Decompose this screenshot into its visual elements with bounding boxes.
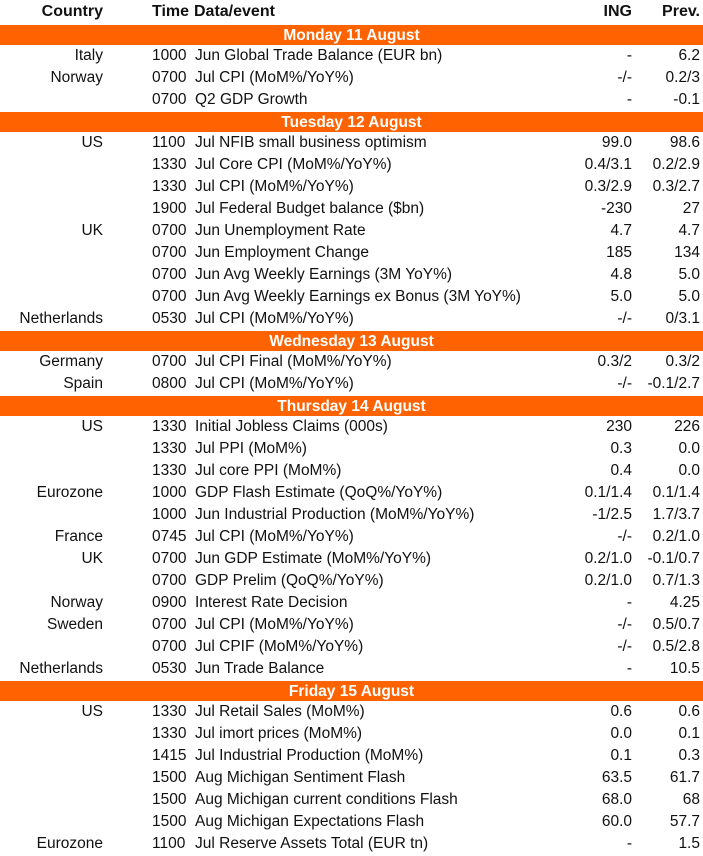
cell-event: Jun Industrial Production (MoM%/YoY%) [195, 506, 475, 523]
cell-time: 1100 [152, 134, 186, 151]
cell-event: Jun Global Trade Balance (EUR bn) [195, 47, 443, 64]
table-row [0, 723, 703, 745]
cell-country: Norway [50, 69, 103, 86]
cell-event: Jul CPI (MoM%/YoY%) [195, 310, 354, 327]
table-row [0, 67, 703, 89]
cell-event: Q2 GDP Growth [195, 91, 308, 108]
cell-ing-forecast: 0.0 [610, 725, 632, 742]
day-header: Monday 11 August [0, 24, 703, 45]
cell-country: UK [81, 550, 103, 567]
table-row [0, 745, 703, 767]
cell-country: Eurozone [36, 835, 103, 852]
cell-time: 1330 [152, 156, 187, 173]
cell-event: Jul Retail Sales (MoM%) [195, 703, 365, 720]
cell-previous: 0.7/1.3 [652, 572, 700, 589]
cell-ing-forecast: 0.1 [610, 747, 632, 764]
cell-ing-forecast: 99.0 [601, 134, 632, 151]
cell-previous: 226 [674, 418, 700, 435]
cell-previous: 0.1 [678, 725, 700, 742]
table-row [0, 636, 703, 658]
cell-previous: 4.25 [669, 594, 700, 611]
header-time: Time [152, 3, 190, 20]
cell-event: Jun Employment Change [195, 244, 370, 261]
cell-previous: 0.0 [678, 440, 700, 457]
cell-ing-forecast: 4.8 [610, 266, 632, 283]
cell-time: 1000 [152, 506, 187, 523]
cell-time: 1500 [152, 791, 187, 808]
cell-time: 0745 [152, 528, 187, 545]
cell-ing-forecast: -/- [617, 69, 632, 86]
cell-ing-forecast: -/- [617, 638, 632, 655]
cell-ing-forecast: -/- [617, 528, 632, 545]
day-header: Wednesday 13 August [0, 330, 703, 351]
cell-country: US [81, 418, 103, 435]
table-row [0, 220, 703, 242]
cell-ing-forecast: -/- [617, 310, 632, 327]
cell-time: 0700 [152, 69, 187, 86]
cell-ing-forecast: 60.0 [601, 813, 632, 830]
cell-ing-forecast: 68.0 [601, 791, 632, 808]
cell-time: 1100 [152, 835, 186, 852]
cell-time: 0700 [152, 266, 187, 283]
cell-time: 0700 [152, 222, 187, 239]
cell-time: 1000 [152, 47, 187, 64]
cell-event: Jul CPI (MoM%/YoY%) [195, 528, 354, 545]
cell-event: Interest Rate Decision [195, 594, 348, 611]
cell-time: 1330 [152, 462, 187, 479]
cell-previous: 0.2/2.9 [652, 156, 700, 173]
cell-event: Jul PPI (MoM%) [195, 440, 307, 457]
table-row [0, 658, 703, 680]
cell-event: Aug Michigan Expectations Flash [195, 813, 425, 830]
table-row [0, 592, 703, 614]
cell-event: Jul Industrial Production (MoM%) [195, 747, 424, 764]
cell-ing-forecast: - [626, 47, 632, 64]
table-row [0, 286, 703, 308]
table-row [0, 482, 703, 504]
cell-ing-forecast: 0.4 [610, 462, 632, 479]
cell-previous: -0.1/2.7 [647, 375, 700, 392]
cell-country: Netherlands [19, 310, 103, 327]
cell-ing-forecast: - [626, 835, 632, 852]
header-country: Country [41, 3, 103, 20]
cell-event: Aug Michigan current conditions Flash [195, 791, 458, 808]
table-row [0, 833, 703, 855]
cell-time: 0700 [152, 288, 187, 305]
table-row [0, 460, 703, 482]
cell-country: Italy [74, 47, 103, 64]
cell-time: 0700 [152, 572, 187, 589]
cell-ing-forecast: 0.1/1.4 [584, 484, 632, 501]
cell-previous: 6.2 [678, 47, 700, 64]
cell-time: 0700 [152, 638, 187, 655]
cell-ing-forecast: -1/2.5 [592, 506, 632, 523]
cell-previous: 0.2/1.0 [652, 528, 700, 545]
cell-time: 0800 [152, 375, 187, 392]
table-body [0, 24, 703, 855]
cell-previous: 57.7 [669, 813, 700, 830]
cell-previous: 5.0 [678, 288, 700, 305]
cell-previous: 0.3 [678, 747, 700, 764]
cell-ing-forecast: 0.2/1.0 [584, 572, 632, 589]
cell-country: Sweden [46, 616, 103, 633]
cell-time: 1500 [152, 813, 187, 830]
table-row [0, 701, 703, 723]
table-row [0, 373, 703, 395]
cell-previous: 134 [674, 244, 700, 261]
cell-country: UK [81, 222, 103, 239]
cell-ing-forecast: 0.3/2.9 [584, 178, 632, 195]
cell-event: Jul CPI Final (MoM%/YoY%) [195, 353, 392, 370]
cell-event: Jul CPI (MoM%/YoY%) [195, 69, 354, 86]
cell-previous: 0.6 [678, 703, 700, 720]
cell-previous: -0.1/0.7 [647, 550, 700, 567]
cell-previous: 0.2/3 [665, 69, 700, 86]
cell-time: 0530 [152, 310, 187, 327]
cell-country: France [54, 528, 103, 545]
day-header: Tuesday 12 August [0, 111, 703, 132]
cell-event: Jul Reserve Assets Total (EUR tn) [195, 835, 429, 852]
header-ing: ING [603, 3, 632, 20]
cell-ing-forecast: -/- [617, 616, 632, 633]
cell-time: 1415 [152, 747, 187, 764]
cell-country: US [81, 703, 103, 720]
cell-ing-forecast: - [626, 594, 632, 611]
cell-previous: 10.5 [669, 660, 700, 677]
cell-previous: 5.0 [678, 266, 700, 283]
cell-previous: 1.5 [678, 835, 700, 852]
cell-previous: 98.6 [669, 134, 700, 151]
table-row [0, 89, 703, 111]
cell-country: Norway [50, 594, 103, 611]
cell-time: 0700 [152, 616, 187, 633]
table-row [0, 811, 703, 833]
cell-event: Jun GDP Estimate (MoM%/YoY%) [195, 550, 432, 567]
cell-ing-forecast: 0.4/3.1 [584, 156, 632, 173]
cell-ing-forecast: - [626, 91, 632, 108]
cell-previous: 0.1/1.4 [652, 484, 700, 501]
cell-time: 1330 [152, 725, 187, 742]
cell-ing-forecast: -/- [617, 375, 632, 392]
cell-time: 0900 [152, 594, 187, 611]
cell-event: GDP Prelim (QoQ%/YoY%) [195, 572, 384, 589]
table-row [0, 242, 703, 264]
cell-previous: 0.3/2 [665, 353, 700, 370]
table-row [0, 570, 703, 592]
cell-country: Spain [63, 375, 103, 392]
cell-event: Jul imort prices (MoM%) [195, 725, 363, 742]
cell-event: Aug Michigan Sentiment Flash [195, 769, 406, 786]
cell-ing-forecast: 5.0 [610, 288, 632, 305]
cell-country: Eurozone [36, 484, 103, 501]
cell-event: Jul CPIF (MoM%/YoY%) [195, 638, 364, 655]
cell-ing-forecast: 63.5 [601, 769, 632, 786]
table-row [0, 789, 703, 811]
table-row [0, 767, 703, 789]
cell-time: 1500 [152, 769, 187, 786]
cell-previous: -0.1 [673, 91, 700, 108]
cell-country: Germany [39, 353, 103, 370]
cell-event: Jun Avg Weekly Earnings ex Bonus (3M YoY%) [195, 288, 521, 305]
cell-previous: 1.7/3.7 [652, 506, 700, 523]
cell-time: 1000 [152, 484, 187, 501]
cell-event: Jul CPI (MoM%/YoY%) [195, 178, 354, 195]
cell-previous: 68 [682, 791, 700, 808]
cell-ing-forecast: 0.3 [610, 440, 632, 457]
cell-ing-forecast: 0.2/1.0 [584, 550, 632, 567]
cell-country: US [81, 134, 103, 151]
cell-event: Jul NFIB small business optimism [195, 134, 427, 151]
header-prev: Prev. [662, 3, 700, 20]
table-row [0, 351, 703, 373]
cell-time: 1900 [152, 200, 187, 217]
cell-ing-forecast: 185 [606, 244, 632, 261]
table-row [0, 308, 703, 330]
cell-event: Jul CPI (MoM%/YoY%) [195, 616, 354, 633]
cell-previous: 0.0 [678, 462, 700, 479]
table-row [0, 176, 703, 198]
cell-time: 1330 [152, 703, 187, 720]
table-row [0, 132, 703, 154]
cell-time: 0700 [152, 353, 187, 370]
cell-event: Jul Core CPI (MoM%/YoY%) [195, 156, 392, 173]
cell-previous: 4.7 [678, 222, 700, 239]
cell-event: Jul CPI (MoM%/YoY%) [195, 375, 354, 392]
cell-time: 0700 [152, 91, 187, 108]
cell-previous: 61.7 [669, 769, 700, 786]
table-row [0, 154, 703, 176]
cell-ing-forecast: 230 [606, 418, 632, 435]
cell-time: 0700 [152, 550, 187, 567]
cell-previous: 0.5/2.8 [652, 638, 700, 655]
table-row [0, 504, 703, 526]
cell-ing-forecast: -230 [600, 200, 632, 217]
table-header [0, 0, 703, 24]
cell-event: Jul core PPI (MoM%) [195, 462, 342, 479]
cell-time: 1330 [152, 440, 187, 457]
table-row [0, 264, 703, 286]
table-row [0, 45, 703, 67]
table-row [0, 198, 703, 220]
header-event: Data/event [194, 3, 275, 20]
table-row [0, 614, 703, 636]
day-header: Thursday 14 August [0, 395, 703, 416]
cell-previous: 0.3/2.7 [652, 178, 700, 195]
cell-event: Jul Federal Budget balance ($bn) [195, 200, 425, 217]
day-header: Friday 15 August [0, 680, 703, 701]
cell-time: 1330 [152, 178, 187, 195]
cell-ing-forecast: 0.6 [610, 703, 632, 720]
cell-event: Initial Jobless Claims (000s) [195, 418, 388, 435]
table-row [0, 548, 703, 570]
cell-time: 1330 [152, 418, 187, 435]
table-row [0, 526, 703, 548]
cell-previous: 0.5/0.7 [652, 616, 700, 633]
cell-event: Jun Avg Weekly Earnings (3M YoY%) [195, 266, 453, 283]
table-row [0, 416, 703, 438]
cell-previous: 27 [682, 200, 700, 217]
cell-previous: 0/3.1 [665, 310, 700, 327]
cell-country: Netherlands [19, 660, 103, 677]
cell-time: 0700 [152, 244, 187, 261]
cell-ing-forecast: 4.7 [610, 222, 632, 239]
cell-ing-forecast: 0.3/2 [597, 353, 632, 370]
cell-event: GDP Flash Estimate (QoQ%/YoY%) [195, 484, 443, 501]
table-row [0, 438, 703, 460]
cell-time: 0530 [152, 660, 187, 677]
cell-event: Jun Unemployment Rate [195, 222, 366, 239]
cell-ing-forecast: - [626, 660, 632, 677]
cell-event: Jun Trade Balance [195, 660, 325, 677]
